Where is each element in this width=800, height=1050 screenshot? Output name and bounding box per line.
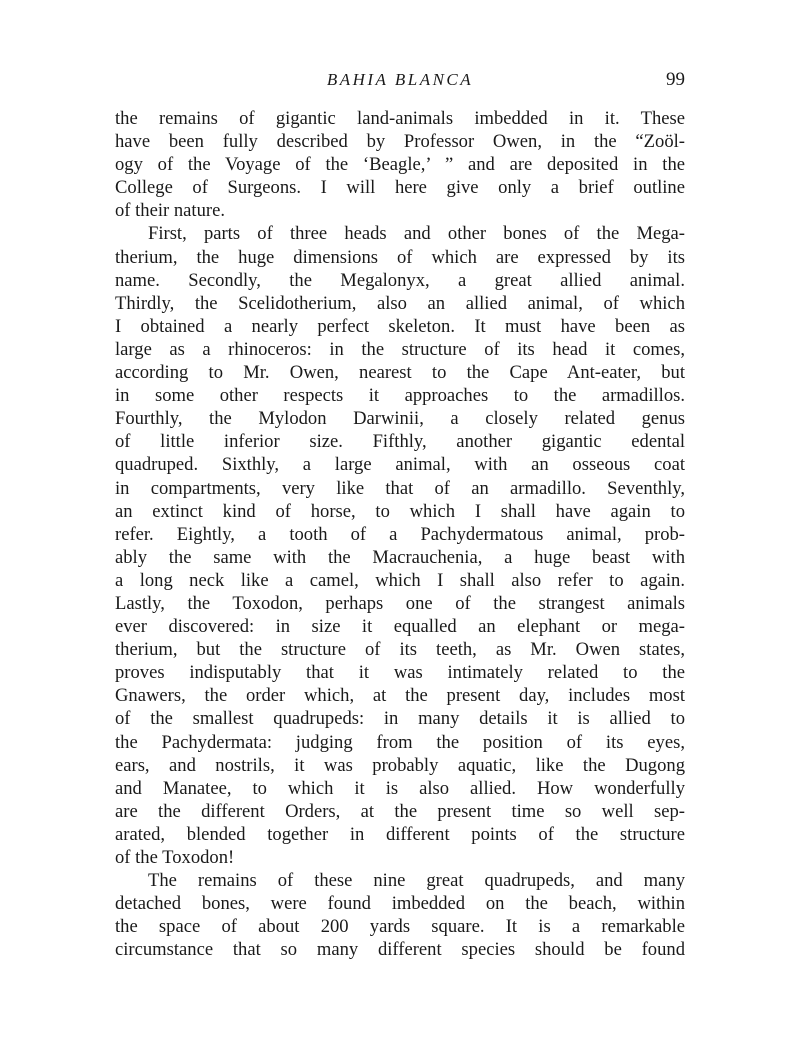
text-line: First, parts of three heads and other bones of the Mega- [148,223,685,245]
text-line: name. Secondly, the Megalonyx, a great allied animal. [115,269,685,291]
text-line: The remains of these nine great quadrupeds, and many [148,870,685,892]
text-line: arated, blended together in different points of the structure [115,823,685,845]
text-line: I obtained a nearly perfect skeleton. It must have been as [115,315,685,337]
text-line: Gnawers, the order which, at the present day, includes most [115,685,685,707]
text-line: the space of about 200 yards square. It is a remarkable [115,916,685,938]
text-line: of their nature. [115,200,225,222]
text-line: ogy of the Voyage of the ‘Beagle,’ ” and are deposited in the [115,154,685,176]
text-line: Thirdly, the Scelidotherium, also an allied animal, of which [115,292,685,314]
page-number: 99 [666,69,685,90]
text-line: an extinct kind of horse, to which I shall have again to [115,500,685,522]
text-line: Fourthly, the Mylodon Darwinii, a closely related genus [115,408,685,430]
text-line: therium, but the structure of its teeth, as Mr. Owen states, [115,639,685,661]
text-line: a long neck like a camel, which I shall also refer to again. [115,569,685,591]
text-line: large as a rhinoceros: in the structure of its head it comes, [115,338,685,360]
text-line: in compartments, very like that of an armadillo. Seventhly, [115,477,685,499]
text-line: of the smallest quadrupeds: in many details it is allied to [115,708,685,730]
text-line: ever discovered: in size it equalled an elephant or mega- [115,616,685,638]
text-line: of the Toxodon! [115,847,235,868]
text-line: the remains of gigantic land-animals imbedded in it. These [115,108,685,129]
text-line: of little inferior size. Fifthly, another gigantic edental [115,431,685,453]
text-line: therium, the huge dimensions of which are expressed by its [115,246,685,268]
text-line: the Pachydermata: judging from the position of its eyes, [115,731,685,753]
text-line: Lastly, the Toxodon, perhaps one of the strangest animals [115,592,685,614]
body-text [115,107,685,961]
text-line: proves indisputably that it was intimately related to the [115,662,685,684]
text-line: ably the same with the Macrauchenia, a huge beast with [115,546,685,568]
running-title: BAHIA BLANCA [326,70,474,89]
text-line: detached bones, were found imbedded on the beach, within [115,893,685,915]
text-line: quadruped. Sixthly, a large animal, with an osseous coat [115,454,685,476]
text-line: have been fully described by Professor Owen, in the “Zoöl- [115,131,685,153]
text-line: in some other respects it approaches to the armadillos. [115,385,685,407]
text-line: College of Surgeons. I will here give only a brief outline [115,177,685,199]
text-line: refer. Eightly, a tooth of a Pachydermatous animal, prob- [115,523,685,545]
text-line: ears, and nostrils, it was probably aquatic, like the Dugong [115,754,685,776]
text-line: are the different Orders, at the present time so well sep- [115,800,685,822]
text-line: according to Mr. Owen, nearest to the Cape Ant-eater, but [115,362,685,384]
text-line: circumstance that so many different species should be found [115,939,685,961]
running-header [115,70,685,100]
text-line: and Manatee, to which it is also allied. How wonderfully [115,777,685,799]
